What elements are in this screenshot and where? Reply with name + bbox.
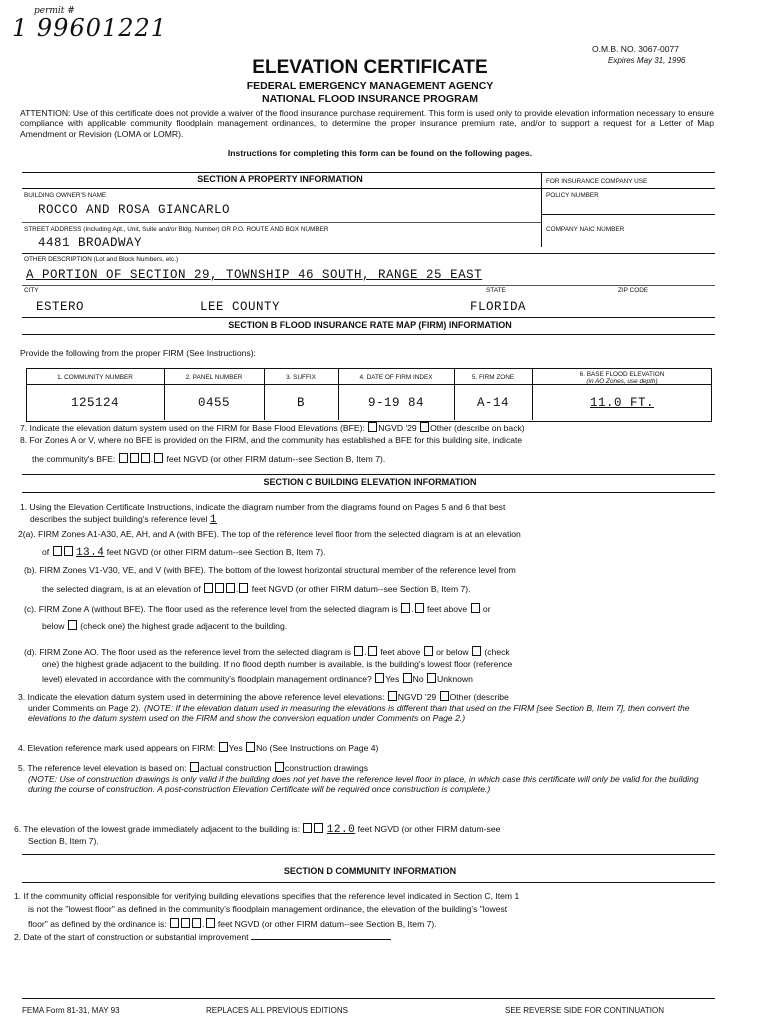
v-zone-digit-box[interactable] [204, 583, 213, 593]
form-number: FEMA Form 81-31, MAY 93 [22, 1006, 120, 1015]
c3-ngvd-checkbox[interactable] [388, 691, 397, 701]
reverse-side-note: SEE REVERSE SIDE FOR CONTINUATION [505, 1006, 664, 1015]
naic-number-label: COMPANY NAIC NUMBER [546, 226, 625, 233]
section-b-title: SECTION B FLOOD INSURANCE RATE MAP (FIRM) INFORMATION [228, 320, 512, 330]
permit-number: 1 99601221 [12, 14, 168, 42]
reference-mark-no-checkbox[interactable] [246, 742, 255, 752]
d-item-1b: is not the "lowest floor" as defined in the community's floodplain management ordinance, the elevation of the building's "lowest [28, 904, 508, 914]
c-item-2c: (c). FIRM Zone A (without BFE). The floor used as the reference level from the selected diagram is . feet above or [24, 604, 491, 614]
v-zone-digit-box[interactable] [215, 583, 224, 593]
firm-date-header: 4. DATE OF FIRM INDEX [359, 374, 433, 381]
firm-zone-header: 5. FIRM ZONE [471, 374, 515, 381]
document-title: ELEVATION CERTIFICATE [252, 57, 488, 78]
bfe-digit-box[interactable] [119, 453, 128, 463]
panel-number-value[interactable]: 0455 [197, 396, 230, 410]
community-number-header: 1. COMMUNITY NUMBER [57, 374, 133, 381]
c-item-2d: (d). FIRM Zone AO. The floor used as the reference level from the selected diagram is . feet above or below (check [24, 647, 510, 657]
attention-notice: ATTENTION: Use of this certificate does not provide a waiver of the flood insurance purchase requirement. This form is used only to provide elevation information necessary to ensure compliance with applicable community floodplain management ordinances, to determine the proper insurance premium rate, and/or to support a request for a Letter of Map Amendment or Revision (LOMA or LOMR). [20, 108, 714, 139]
item-8: 8. For Zones A or V, where no BFE is provided on the FIRM, and the community has established a BFE for this building site, indicate [20, 435, 523, 445]
actual-construction-checkbox[interactable] [190, 762, 199, 772]
section-c-title: SECTION C BUILDING ELEVATION INFORMATION [263, 477, 477, 487]
c3-other-checkbox[interactable] [440, 691, 449, 701]
ao-above-checkbox[interactable] [424, 646, 433, 656]
firm-date-value[interactable]: 9-19 84 [367, 396, 424, 410]
omb-expiration: Expires May 31, 1996 [608, 56, 686, 65]
permit-label: permit # [34, 6, 75, 16]
owner-name-value[interactable]: ROCCO AND ROSA GIANCARLO [38, 203, 231, 217]
replaces-editions: REPLACES ALL PREVIOUS EDITIONS [206, 1006, 348, 1015]
panel-number-header: 2. PANEL NUMBER [185, 374, 243, 381]
section-d-title: SECTION D COMMUNITY INFORMATION [283, 866, 457, 876]
bfe-header: 6. BASE FLOOD ELEVATION [579, 371, 665, 378]
lowest-grade-elevation-value[interactable]: 12.0 [326, 824, 356, 836]
ao-zone-digit-box[interactable] [354, 646, 363, 656]
other-description-label: OTHER DESCRIPTION (Lot and Block Numbers, etc.) [24, 256, 179, 263]
d-item-1: 1. If the community official responsible for verifying building elevations specifies that the reference level indicated in Section C, Item 1 [14, 891, 520, 901]
other-description-value[interactable]: A PORTION OF SECTION 29, TOWNSHIP 46 SOUTH, RANGE 25 EAST [26, 268, 483, 282]
state-label: STATE [486, 287, 506, 294]
c-item-2b: (b). FIRM Zones V1-V30, VE, and V (with BFE). The bottom of the lowest horizontal structural member of the reference level from [24, 565, 516, 575]
reference-level-elevation-value[interactable]: 13.4 [75, 547, 105, 559]
below-checkbox[interactable] [68, 620, 77, 630]
lowest-floor-digit-box[interactable] [192, 918, 201, 928]
policy-number-label: POLICY NUMBER [546, 192, 599, 199]
bfe-subheader: (in AO Zones, use depth) [586, 378, 658, 385]
c-item-5: 5. The reference level elevation is based on: actual construction construction drawings [18, 763, 369, 773]
lowest-floor-digit-box[interactable] [170, 918, 179, 928]
state-value[interactable]: FLORIDA [470, 300, 527, 314]
c-item-3: 3. Indicate the elevation datum system used in determining the above reference level elevations: NGVD '29 Other (describe [18, 692, 509, 702]
program-name: NATIONAL FLOOD INSURANCE PROGRAM [261, 93, 479, 105]
city-value[interactable]: ESTERO [36, 300, 85, 314]
c-item-2d-b: one) the highest grade adjacent to the building. If no flood depth number is available, is the building's lowest floor (reference [42, 659, 513, 669]
c-item-3b: under Comments on Page 2). [28, 703, 141, 713]
ao-below-checkbox[interactable] [472, 646, 481, 656]
ngvd-29-checkbox[interactable] [368, 422, 377, 432]
c-item-3-note: (NOTE: If the elevation datum used in measuring the elevations is different than that used on the FIRM [see Section B, Item 7], then convert the elevations to the datum system used on the FIRM and show the conversion equation under Comments on Page 2.) [28, 703, 690, 724]
owner-name-label: BUILDING OWNER'S NAME [24, 192, 107, 199]
community-number-value[interactable]: 125124 [70, 396, 119, 410]
c-item-2a-elevation: of 13.4 feet NGVD (or other FIRM datum--see Section B, Item 7). [42, 547, 326, 559]
c-item-6b: Section B, Item 7). [28, 836, 99, 846]
suffix-value[interactable]: B [296, 396, 305, 410]
agency-name: FEDERAL EMERGENCY MANAGEMENT AGENCY [246, 80, 494, 92]
c-item-2c-b: below (check one) the highest grade adjacent to the building. [42, 621, 288, 631]
zip-code-label: ZIP CODE [618, 287, 649, 294]
a-zone-digit-box[interactable] [415, 603, 424, 613]
county-value[interactable]: LEE COUNTY [200, 300, 281, 314]
elevated-no-checkbox[interactable] [403, 673, 412, 683]
item-7: 7. Indicate the elevation datum system used on the FIRM for Base Flood Elevations (BFE): NGVD '29 Other (describe on back) [20, 423, 525, 433]
v-zone-digit-box[interactable] [226, 583, 235, 593]
elevated-unknown-checkbox[interactable] [427, 673, 436, 683]
c-item-5-note: (NOTE: Use of construction drawings is only valid if the building does not yet have the reference level floor in place, in which case this certificate will only be valid for the building during the course of construction. A post-construction Elevation Certificate will be required once construction is complete.) [28, 774, 699, 795]
other-datum-checkbox[interactable] [420, 422, 429, 432]
diagram-number-value[interactable]: 1 [209, 514, 217, 526]
omb-number: O.M.B. NO. 3067-0077 [592, 44, 679, 54]
c-item-4: 4. Elevation reference mark used appears on FIRM: Yes No (See Instructions on Page 4) [18, 743, 379, 753]
reference-mark-yes-checkbox[interactable] [219, 742, 228, 752]
d-item-1c: floor" as defined by the ordinance is: . feet NGVD (or other FIRM datum--see Section B, Item 7). [28, 919, 437, 929]
above-checkbox[interactable] [471, 603, 480, 613]
lowest-floor-digit-box[interactable] [206, 918, 215, 928]
c-item-1b: describes the subject building's reference level 1 [30, 514, 217, 526]
a-zone-digit-box[interactable] [401, 603, 410, 613]
insurance-use-label: FOR INSURANCE COMPANY USE [546, 178, 648, 185]
bfe-value[interactable]: 11.0 FT. [589, 396, 654, 410]
bfe-digit-box[interactable] [154, 453, 163, 463]
lowest-floor-digit-box[interactable] [181, 918, 190, 928]
street-address-value[interactable]: 4481 BROADWAY [38, 236, 143, 250]
construction-date-field[interactable] [251, 939, 391, 940]
construction-drawings-checkbox[interactable] [275, 762, 284, 772]
c-item-2d-c: level) elevated in accordance with the community's floodplain management ordinance? Yes No Unknown [42, 674, 473, 684]
firm-zone-value[interactable]: A-14 [476, 396, 509, 410]
d-item-2: 2. Date of the start of construction or substantial improvement [14, 932, 391, 942]
bfe-digit-box[interactable] [141, 453, 150, 463]
instructions-note: Instructions for completing this form can be found on the following pages. [227, 148, 533, 158]
city-label: CITY [24, 287, 39, 294]
section-b-intro: Provide the following from the proper FIRM (See Instructions): [20, 348, 256, 358]
street-address-label: STREET ADDRESS (Including Apt., Unit, Suite and/or Bldg. Number) OR P.O. ROUTE AND BOX NUMBER [24, 226, 329, 233]
c-item-2b-elevation: the selected diagram, is at an elevation of . feet NGVD (or other FIRM datum--see Section B, Item 7). [42, 584, 471, 594]
c-item-1: 1. Using the Elevation Certificate Instructions, indicate the diagram number from the diagrams found on Pages 5 and 6 that best [20, 502, 506, 512]
c-item-6: 6. The elevation of the lowest grade immediately adjacent to the building is: 12.0 feet NGVD (or other FIRM datum-see [14, 824, 501, 836]
item-8-bfe: the community's BFE: . feet NGVD (or other FIRM datum--see Section B, Item 7). [32, 454, 386, 464]
v-zone-digit-box[interactable] [239, 583, 248, 593]
c-item-2a: 2(a). FIRM Zones A1-A30, AE, AH, and A (with BFE). The top of the reference level floor from the selected diagram is at an elevation [18, 529, 521, 539]
ao-zone-digit-box[interactable] [368, 646, 377, 656]
bfe-digit-box[interactable] [130, 453, 139, 463]
section-a-title: SECTION A PROPERTY INFORMATION [197, 174, 363, 184]
elevated-yes-checkbox[interactable] [375, 673, 384, 683]
suffix-header: 3. SUFFIX [286, 374, 316, 381]
